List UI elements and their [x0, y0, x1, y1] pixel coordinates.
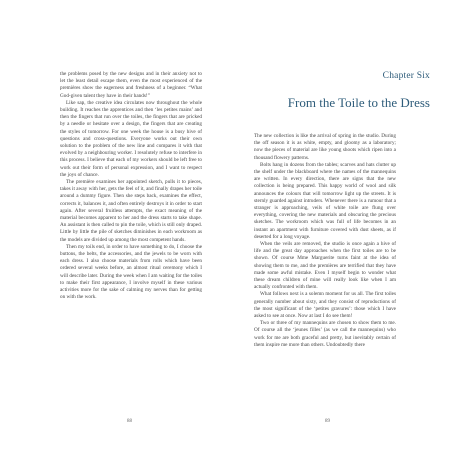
chapter-title: From the Toile to the Dress — [287, 95, 430, 110]
paragraph: the problems posed by the new designs and in their anxiety not to let the least detail escape them, even the most experienced of the premières show the eagerness and freshness of a beginner. “What God-given talent they have in their hands!” — [60, 71, 202, 99]
page-number-right: 89 — [325, 419, 330, 424]
right-page — [228, 0, 456, 456]
paragraph: Like sap, the creative idea circulates now throughout the whole building. It reaches the apprentices and then ‘les petites mains’ and then the fingers that run over the toiles, the fingers that are pricked by a needle or hesitate over a design, the fingers that are creating the styles of tomorrow. For one week the house is a busy hive of questions and cross-questions. Everyone works out their own solution to the problem of the new line and compares it with that evolved by a neighbouring worker. I resolutely refuse to interfere in this process. I believe that each of my workers should be left free to work out their form of personal expression, and I want to respect the joys of chance. — [60, 99, 202, 178]
paragraph: What follows next is a solemn moment for us all. The first toiles generally number about sixty, and they consist of reproductions of the most significant of the ‘petites gravures’: those which I have asked to see at once. Now at last I do see them! — [254, 291, 396, 320]
right-page-text — [254, 133, 396, 349]
paragraph: When the veils are removed, the studio is once again a hive of life and the great day approaches when the first toiles are to be shown. Of course Mme Marguerite turns faint at the idea of showing them to me, and the premières are terrified that they have made some awful mistake. Even I myself begin to wonder what these dream children of mine will really look like when I am actually confronted with them. — [254, 241, 396, 291]
paragraph: Bolts hang in dozens from the tables; scarves and hats clutter up the shelf under the blackboard where the names of the mannequins are written. In every direction, there are signs that the new collection is being prepared. This happy world of wool and silk announces the colours that will tomorrow light up the streets. It is sternly guarded against intruders. Whenever there is a rumour that a stranger is approaching, veils of white toile are flung over everything, covering the new materials and obscuring the precious sketches. The workroom which was full of life becomes in an instant an apartment with furniture covered with dust sheets, as if deserted for a long voyage. — [254, 161, 396, 240]
left-page-text — [60, 71, 202, 302]
paragraph: The première examines her appointed sketch, pulls it to pieces, takes it away with her, gets the feel of it, and finally drapes her toile around a dummy figure. Then she steps back, examines the effect, corrects it, balances it, and often entirely destroys it in order to start again. After several fruitless attempts, the exact meaning of the material becomes apparent to her and the dress starts to take shape. An assistant is then called to pin the toile, which is still only draped. Little by little the pile of sketches diminishes in each workroom as the models are divided up among the most competent hands. — [60, 179, 202, 243]
chapter-label: Chapter Six — [382, 71, 430, 81]
paragraph: Two or three of my mannequins are chosen to show them to me. Of course all the ‘jeunes filles’ (as we call the mannequins) who work for me are both graceful and pretty, but inevitably certain of them inspire me more than others. Undoubtedly there — [254, 320, 396, 348]
paragraph: The new collection is like the arrival of spring in the studio. During the off season it is as white, empty, and gloomy as a laboratory; now the pieces of material are like young shoots which ripen into a thousand flowery patterns. — [254, 133, 396, 161]
paragraph: Then my toils end, in order to have something to do, I choose the buttons, the belts, the accessories, and the jewels to be worn with each dress. I also choose materials from rolls which have been ordered several weeks before, an almost ritual ceremony which I will describe later. During the week when I am waiting for the toiles to make their first appearance, I involve myself in these various activities more for the sake of calming my nerves than for getting on with the work. — [60, 243, 202, 301]
page-number-left: 88 — [127, 419, 132, 424]
